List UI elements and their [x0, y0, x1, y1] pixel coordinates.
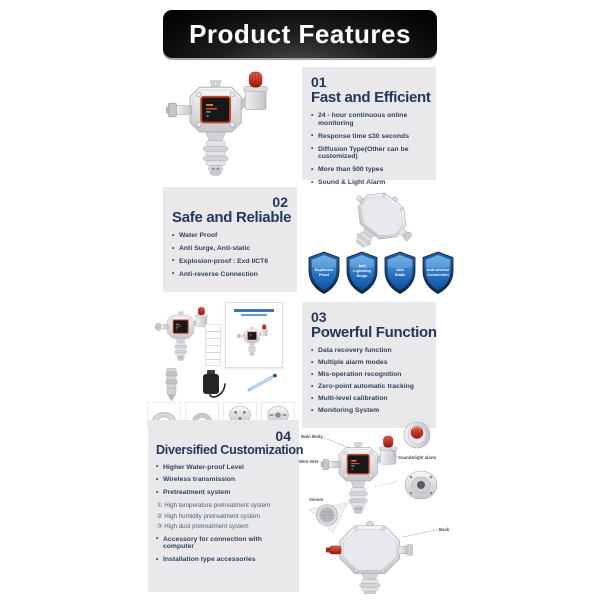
feature-bullet: • 24 - hour continuous online monitoring	[311, 112, 427, 128]
numbered-item: ② High humidity pretreatment system	[157, 512, 260, 520]
feature-bullet: • Explosion-proof : Exd IICT6	[172, 258, 288, 266]
booklet-subtitle-bar	[241, 314, 268, 316]
sensor-callout-icon	[309, 503, 347, 533]
power-adapter-icon	[197, 370, 229, 402]
badge-label-line: Anti	[396, 267, 404, 272]
diagram-label-sensor: Sensor	[309, 497, 324, 502]
feature-bullet: • Anti-reverse Connection	[172, 271, 288, 279]
shield-icon	[307, 251, 341, 295]
feature-bullet: • Anti Surge, Anti-static	[172, 245, 288, 253]
section-02-title: Safe and Reliable	[172, 208, 292, 226]
section-02-panel	[163, 187, 297, 292]
feature-bullet: • Multiple alarm modes	[311, 359, 427, 367]
feature-bullet: • Wireless transmission	[156, 476, 291, 484]
badge-label-line: Lightning	[353, 268, 371, 273]
feature-bullet: • Higher Water-proof Level	[156, 464, 291, 472]
gas-detector-icon	[166, 60, 278, 180]
feature-bullet: • Pretreatment system	[156, 489, 291, 497]
warranty-card	[205, 324, 221, 366]
diagram-label-main-body: Main Body	[301, 434, 323, 439]
badge-label-line: Anti	[358, 263, 366, 268]
diagram-label-back: Back	[439, 527, 450, 532]
feature-bullet: • Installation type accessories	[156, 556, 291, 564]
booklet-title-bar	[234, 309, 273, 312]
badge-label-line: Anti-reverse	[426, 267, 450, 272]
numbered-item: ③ High dust pretreatment system	[157, 523, 249, 531]
section-02-number: 02	[272, 194, 288, 210]
shield-icon	[383, 251, 417, 295]
badge-anti-reverse-connection	[421, 251, 455, 295]
section-03-title: Powerful Function	[311, 323, 437, 341]
feature-bullet: • Multi-level calibration	[311, 395, 427, 403]
section-03-bullets	[311, 347, 427, 415]
badge-anti-lightning-surge	[345, 251, 379, 295]
badge-label-line: Connection	[427, 272, 449, 277]
section-01-number: 01	[311, 74, 327, 90]
gas-detector-front-illustration	[146, 60, 298, 180]
section-04-panel	[148, 420, 304, 592]
diagram-label-alarm: Sound&light alarm	[398, 455, 437, 460]
flange-callout-icon	[405, 471, 437, 499]
accessory-kit-illustration	[145, 298, 297, 429]
sensor-probe-icon	[165, 368, 178, 402]
section-01-title: Fast and Efficient	[311, 88, 431, 106]
feature-bullet: • Sound & Light Alarm	[311, 179, 427, 187]
section-01-panel	[302, 67, 436, 187]
feature-bullet: • Accessory for connection with computer	[156, 536, 291, 552]
gas-detector-tilted-illustration	[332, 190, 432, 250]
section-04-number: 04	[275, 428, 291, 444]
badge-label-line: Surge	[356, 273, 368, 278]
badge-label-line: Static	[394, 272, 406, 277]
banner-title: Product Features	[189, 18, 411, 49]
manual-booklet	[225, 302, 283, 368]
feature-bullet: • Diffusion Type(Other can be customized)	[311, 146, 427, 162]
feature-bullet: • Response time ≤30 seconds	[311, 133, 427, 141]
feature-bullet: • Water Proof	[172, 232, 288, 240]
alarm-beacon-callout-icon	[404, 422, 430, 448]
gas-detector-icon	[321, 436, 397, 514]
section-02-bullets	[172, 232, 288, 278]
feature-bullet: • Data recovery function	[311, 347, 427, 355]
feature-bullet: • Mis-operation recognition	[311, 371, 427, 379]
section-03-panel	[302, 302, 436, 428]
badge-explosion-proof	[307, 251, 341, 295]
section-04-bullets	[156, 464, 291, 564]
calibration-tube-icon	[245, 372, 279, 394]
shield-icon	[345, 251, 379, 295]
badge-anti-static	[383, 251, 417, 295]
red-gland-icon	[330, 546, 341, 554]
section-04-title: Diversified Customization	[156, 442, 304, 457]
feature-bullet: • More than 500 types	[311, 166, 427, 174]
gas-detector-back-icon	[332, 521, 413, 594]
badge-label-line: Proof	[318, 272, 330, 277]
section-03-number: 03	[311, 309, 327, 325]
feature-bullet: • Zero-point automatic tracking	[311, 383, 427, 391]
certification-badges	[303, 251, 459, 295]
section-01-bullets	[311, 112, 427, 187]
feature-bullet: • Monitoring System	[311, 407, 427, 415]
diagram-label-wire-inlet: Wire Inlet	[299, 459, 319, 464]
booklet-cover-detector-icon	[237, 319, 271, 359]
banner	[163, 10, 437, 58]
annotated-detector-diagram	[299, 419, 460, 595]
numbered-item: ① High temperature pretreatment system	[157, 501, 271, 509]
red-gland-tip-icon	[326, 548, 331, 553]
badge-label-line: Explosion	[314, 267, 334, 272]
shield-icon	[421, 251, 455, 295]
